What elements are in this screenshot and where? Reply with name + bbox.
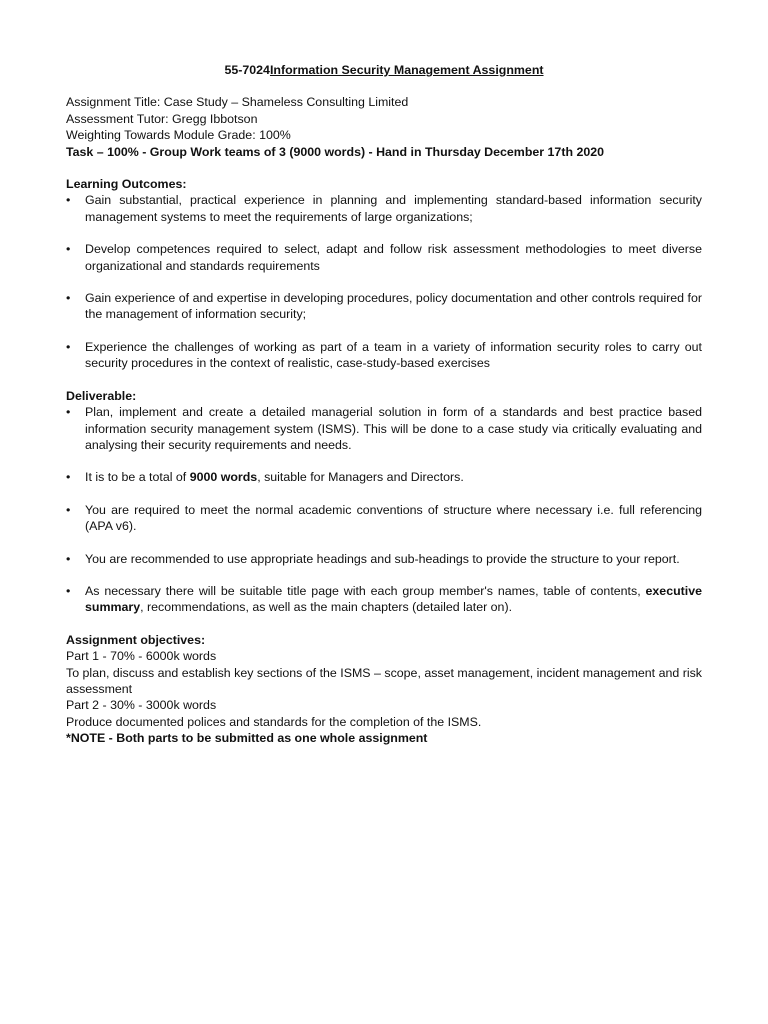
deliverable-2-post: , suitable for Managers and Directors. bbox=[257, 470, 464, 485]
submission-note: *NOTE - Both parts to be submitted as one whole assignment bbox=[66, 731, 428, 746]
deliverable-2-bold: 9000 words bbox=[189, 470, 258, 485]
assessment-tutor: Assessment Tutor: Gregg Ibbotson bbox=[66, 111, 258, 126]
deliverable-5-bold: executive summary bbox=[85, 583, 702, 615]
weighting: Weighting Towards Module Grade: 100% bbox=[66, 128, 291, 143]
objective-part-2: Part 2 - 30% - 3000k words bbox=[66, 698, 217, 713]
list-item: • Plan, implement and create a detailed managerial solution in form of a standards and best practice based information security management system (ISMS). This will be done to a case study via critically evaluating and analysing their security requirements and needs. bbox=[66, 404, 702, 453]
list-item: • Gain substantial, practical experience in planning and implementing standard-based information security management systems to meet the requirements of large organizations; bbox=[66, 192, 702, 225]
document-title bbox=[66, 62, 702, 78]
list-item: • You are recommended to use appropriate headings and sub-headings to provide the structure to your report. bbox=[66, 551, 702, 567]
task-line: Task – 100% - Group Work teams of 3 (9000 words) - Hand in Thursday December 17th 2020 bbox=[66, 144, 605, 159]
title-text: Information Security Management Assignment bbox=[269, 63, 544, 77]
objective-part-1-desc: To plan, discuss and establish key sections of the ISMS – scope, asset management, incident management and risk assessment bbox=[66, 665, 702, 696]
deliverable-heading: Deliverable: bbox=[66, 388, 137, 403]
assignment-title: Assignment Title: Case Study – Shameless Consulting Limited bbox=[66, 95, 409, 110]
title-code: 55-7024 bbox=[224, 63, 270, 77]
deliverables-list bbox=[66, 404, 702, 616]
deliverable-5-post: , recommendations, as well as the main chapters (detailed later on). bbox=[140, 600, 513, 615]
deliverable-2-pre: It is to be a total of bbox=[85, 470, 190, 485]
objective-part-2-desc: Produce documented polices and standards for the completion of the ISMS. bbox=[66, 714, 482, 729]
list-item bbox=[66, 583, 702, 616]
learning-outcomes-list bbox=[66, 192, 702, 371]
list-item: • Experience the challenges of working as part of a team in a variety of information security roles to carry out security procedures in the context of realistic, case-study-based exercises bbox=[66, 339, 702, 372]
list-item: • You are required to meet the normal academic conventions of structure where necessary i.e. full referencing (APA v6). bbox=[66, 502, 702, 535]
objective-part-1: Part 1 - 70% - 6000k words bbox=[66, 649, 217, 664]
list-item: • Gain experience of and expertise in developing procedures, policy documentation and other controls required for the management of information security; bbox=[66, 290, 702, 323]
learning-outcomes-heading: Learning Outcomes: bbox=[66, 177, 187, 192]
deliverable-5-pre: As necessary there will be suitable title page with each group member's names, table of contents, bbox=[85, 583, 646, 598]
list-item: • Develop competences required to select, adapt and follow risk assessment methodologies to meet diverse organizational and standards requirements bbox=[66, 241, 702, 274]
document-body bbox=[66, 62, 702, 747]
objectives-heading: Assignment objectives: bbox=[66, 632, 206, 647]
list-item bbox=[66, 469, 702, 485]
